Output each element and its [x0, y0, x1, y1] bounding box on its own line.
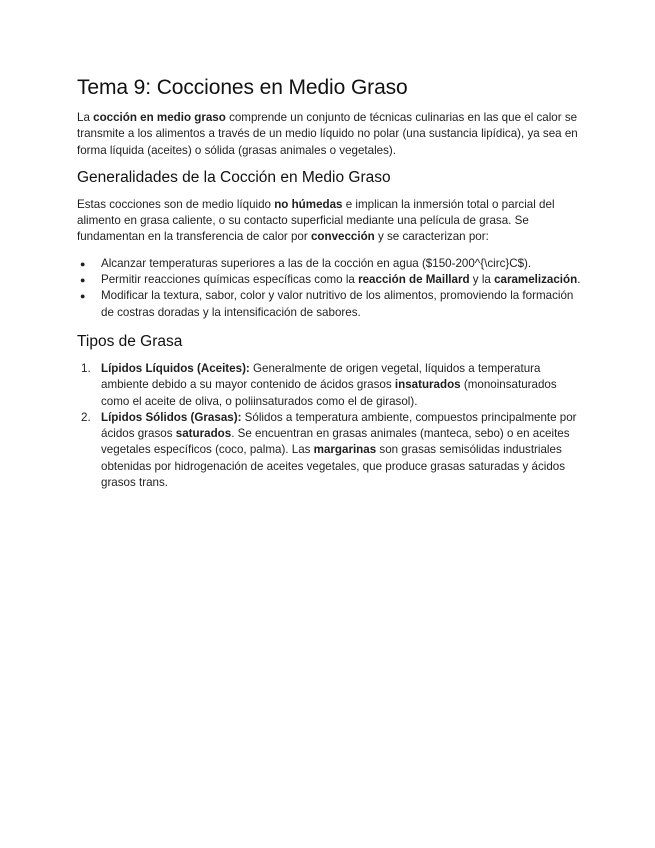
document-content — [77, 76, 582, 503]
bold-term: reacción de Maillard — [358, 273, 470, 287]
bold-term: Lípidos Líquidos (Aceites): — [101, 361, 250, 375]
bold-term: caramelización — [494, 273, 578, 287]
list-item-text: y la — [469, 273, 495, 287]
bold-term: saturados — [175, 427, 232, 441]
list-item — [77, 272, 582, 288]
list-item-text: . — [577, 273, 581, 287]
bold-term: insaturados — [394, 378, 461, 392]
list-item — [77, 361, 582, 410]
list-number: 2. — [81, 410, 91, 424]
generalidades-text: e implican la inmersión total o parcial del alimento en grasa caliente, o su contacto superficial mediante una película de grasa. Se fundamentan en la transferencia de calor por — [77, 197, 555, 244]
list-item-text: Permitir reacciones químicas específicas como la — [101, 273, 359, 287]
bold-term: no húmedas — [274, 197, 343, 211]
bold-term: margarinas — [313, 443, 377, 457]
section-heading-generalidades: Generalidades de la Cocción en Medio Graso — [77, 168, 391, 186]
list-item-text: son grasas semisólidas industriales obtenidas por hidrogenación de aceites vegetales, que produce grasas saturadas y ácidos grasos trans. — [101, 443, 566, 490]
intro-text: La — [77, 111, 94, 124]
list-item — [77, 410, 582, 491]
list-item — [77, 288, 582, 321]
list-item-text: . Se encuentran en grasas animales (manteca, sebo) o en aceites vegetales específicos (coco, palma). Las — [101, 427, 570, 457]
intro-paragraph — [77, 110, 582, 159]
generalidades-text: y se caracterizan por: — [374, 230, 489, 244]
bold-term: Lípidos Sólidos (Grasas): — [101, 410, 242, 424]
page-title: Tema 9: Cocciones en Medio Graso — [77, 76, 408, 99]
characteristics-list — [77, 256, 582, 321]
generalidades-paragraph — [77, 197, 582, 246]
list-item-text: Modificar la textura, sabor, color y valor nutritivo de los alimentos, promoviendo la formación de costras doradas y la intensificación de sabores. — [101, 289, 574, 319]
list-item-text: (monoinsaturados como el aceite de oliva, o poliinsaturados como el de girasol). — [101, 378, 557, 408]
list-item — [77, 256, 582, 272]
list-item-text: Generalmente de origen vegetal, líquidos a temperatura ambiente debido a su mayor contenido de ácidos grasos — [101, 361, 541, 392]
section-heading-tipos-de-grasa: Tipos de Grasa — [77, 332, 183, 350]
list-item-text: Sólidos a temperatura ambiente, compuestos principalmente por ácidos grasos — [101, 410, 577, 441]
intro-text: comprende un conjunto de técnicas culinarias en las que el calor se transmite a los alimentos a través de un medio líquido no polar (una sustancia lipídica), ya sea en forma líquida (aceites) o sólida (grasas animales o vegetales). — [77, 111, 578, 157]
intro-bold-term: cocción en medio graso — [93, 111, 226, 124]
bold-term: convección — [310, 230, 375, 244]
list-number: 1. — [81, 361, 91, 375]
list-item-text: Alcanzar temperaturas superiores a las de la cocción en agua ($150-200^{\circ}C$). — [101, 256, 532, 270]
fat-types-list — [77, 361, 582, 491]
generalidades-text: Estas cocciones son de medio líquido — [77, 197, 275, 211]
